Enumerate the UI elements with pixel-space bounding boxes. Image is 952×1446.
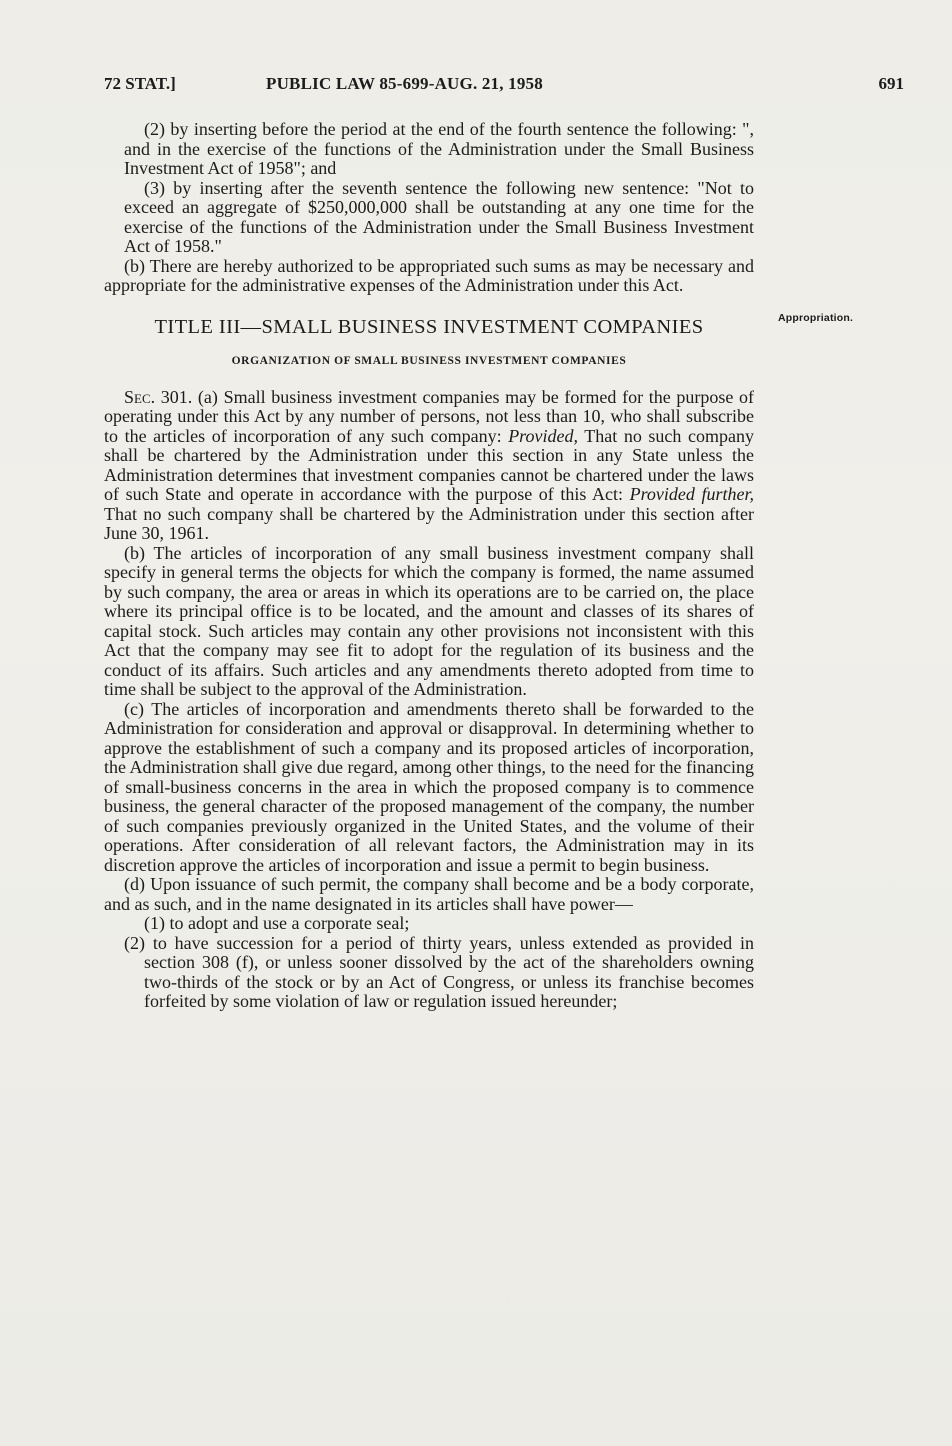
sec-301-a-part1: 301. (a) Small business investment companies may be formed for the purpose of operating under this Act by any number of persons, not less than 10, who shall subscribe to the articles of incorporation of any such company: — [104, 386, 754, 446]
paragraph-clause-2: (2) by inserting before the period at the end of the fourth sentence the following: ", and in the exercise of the functions of the Administration under the Small Business Investment Act of 1958"; and — [124, 119, 754, 178]
section-subheading: ORGANIZATION OF SMALL BUSINESS INVESTMENT COMPANIES — [231, 355, 627, 367]
margin-note-appropriation: Appropriation. — [778, 312, 854, 324]
paragraph-sec-301-a — [104, 388, 754, 544]
sec-301-a-part3: That no such company shall be chartered by the Administration under this section after June 30, 1961. — [104, 503, 754, 543]
paragraph-sec-301-d-1: (1) to adopt and use a corporate seal; — [144, 913, 410, 933]
sec-301-a-part2: That no such company shall be chartered by the Administration under this section in any State unless the Administration determines that investment companies cannot be chartered under the laws of such State and operate in accordance with the purpose of this Act: — [104, 425, 754, 504]
body-text — [104, 120, 754, 1012]
provided-further-italic: Provided further, — [629, 484, 754, 504]
page-number: 691 — [878, 74, 904, 93]
paragraph-clause-3: (3) by inserting after the seventh sentence the following new sentence: "Not to exceed an aggregate of $250,000,000 shall be outstanding at any one time for the exercise of the functions of the Administration under the Small Business Investment Act of 1958." — [124, 177, 754, 256]
paragraph-sec-301-b: (b) The articles of incorporation of any small business investment company shall specify in general terms the objects for which the company is formed, the name assumed by such company, the area or areas in which its operations are to be carried on, the place where its principal office is to be located, and the amount and classes of its shares of capital stock. Such articles may contain any other provisions not inconsistent with this Act that the company may see fit to adopt for the regulation of its business and the conduct of its affairs. Such articles and any amendments thereto adopted from time to time shall be subject to the approval of the Administration. — [104, 542, 754, 699]
provided-italic: Provided, — [508, 425, 578, 446]
paragraph-sec-301-d-2: (2) to have succession for a period of thirty years, unless extended as provided in section 308 (f), or unless sooner dissolved by the act of the shareholders owning two-thirds of the stock or by an Act of Congress, or unless its franchise becomes forfeited by some violation of law or regulation issued hereunder; — [124, 932, 754, 1011]
section-label: Sec. — [124, 386, 156, 407]
title-heading: TITLE III—SMALL BUSINESS INVESTMENT COMPANIES — [154, 315, 704, 338]
paragraph-b-appropriation: (b) There are hereby authorized to be appropriated such sums as may be necessary and appropriate for the administrative expenses of the Administration under this Act. — [104, 255, 754, 295]
running-header — [104, 74, 904, 98]
paragraph-sec-301-c: (c) The articles of incorporation and amendments thereto shall be forwarded to the Administration for consideration and approval or disapproval. In determining whether to approve the establishment of such a company and its proposed articles of incorporation, the Administration shall give due regard, among other things, to the need for the financing of small-business concerns in the area in which the proposed company is to commence business, the general character of the proposed management of the company, the number of such companies previously organized in the United States, and the volume of their operations. After consideration of all relevant factors, the Administration may in its discretion approve the articles of incorporation and issue a permit to begin business. — [104, 698, 754, 875]
volume-reference: 72 STAT.] — [104, 74, 176, 93]
law-title: PUBLIC LAW 85-699-AUG. 21, 1958 — [266, 74, 543, 93]
paragraph-sec-301-d: (d) Upon issuance of such permit, the company shall become and be a body corporate, and as such, and in the name designated in its articles shall have power— — [104, 874, 754, 914]
